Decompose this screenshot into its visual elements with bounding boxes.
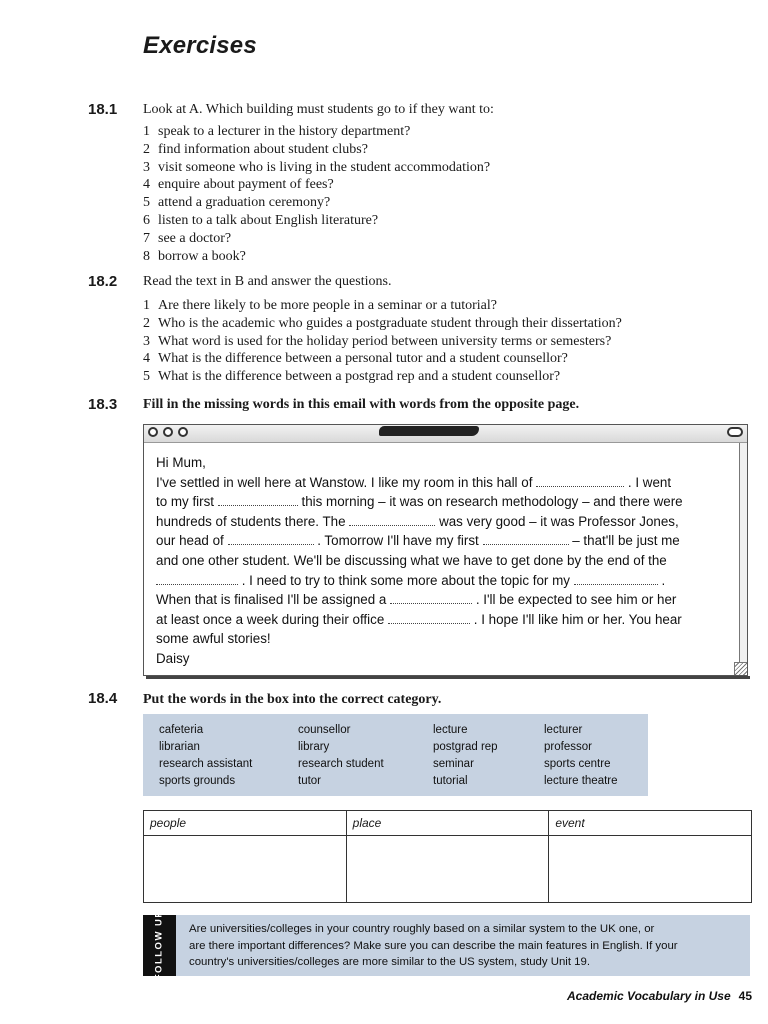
zoom-window-button[interactable]	[178, 427, 188, 437]
answer-cell[interactable]	[144, 836, 347, 903]
close-window-button[interactable]	[148, 427, 158, 437]
email-line: I've settled in well here at Wanstow. I like my room in this hall of . I went	[156, 474, 672, 490]
word-item: librarian	[159, 741, 200, 753]
question-item: 4 enquire about payment of fees?	[143, 177, 334, 193]
page-footer	[567, 989, 752, 1003]
word-box	[143, 714, 648, 796]
question-list	[143, 297, 622, 386]
question-list	[143, 123, 490, 265]
word-item: lecture theatre	[544, 775, 618, 787]
word-item: seminar	[433, 758, 474, 770]
question-item: 3 visit someone who is living in the student accommodation?	[143, 159, 491, 175]
exercise-number: 18.2	[88, 273, 118, 290]
answer-cell[interactable]	[549, 836, 752, 903]
word-item: tutorial	[433, 775, 468, 787]
category-table	[143, 810, 752, 903]
answer-blank[interactable]	[228, 533, 314, 545]
word-item: cafeteria	[159, 724, 204, 736]
page-title: Exercises	[143, 32, 257, 59]
question-item: 1 Are there likely to be more people in a seminar or a tutorial?	[143, 298, 497, 313]
email-line: to my first this morning – it was on research methodology – and there were	[156, 494, 683, 510]
email-line: hundreds of students there. The was very good – it was Professor Jones,	[156, 513, 679, 529]
answer-blank[interactable]	[574, 573, 658, 585]
exercise-number: 18.3	[88, 396, 118, 413]
word-item: library	[298, 741, 330, 753]
question-item: 8 borrow a book?	[143, 248, 246, 264]
question-item: 3 What word is used for the holiday period between university terms or semesters?	[143, 333, 612, 349]
answer-blank[interactable]	[483, 533, 569, 545]
word-item: postgrad rep	[433, 741, 498, 753]
exercise-instruction: Look at A. Which building must students go to if they want to:	[143, 102, 494, 117]
word-item: research assistant	[159, 758, 253, 770]
exercise-instruction: Fill in the missing words in this email with words from the opposite page.	[143, 397, 580, 412]
email-body	[156, 453, 741, 669]
question-item: 5 attend a graduation ceremony?	[143, 195, 331, 211]
title-smudge	[379, 426, 479, 436]
word-item: research student	[298, 758, 384, 770]
category-header: people	[144, 811, 347, 836]
email-line: When that is finalised I'll be assigned a . I'll be expected to see him or her	[156, 592, 677, 608]
minimize-window-button[interactable]	[163, 427, 173, 437]
exercise-instruction: Read the text in B and answer the questions.	[143, 274, 392, 289]
email-line: our head of . Tomorrow I'll have my first – that'll be just me	[156, 533, 680, 549]
word-item: tutor	[298, 775, 322, 787]
category-header: place	[346, 811, 549, 836]
question-item: 7 see a doctor?	[143, 230, 232, 246]
word-item: professor	[544, 741, 592, 753]
category-header: event	[549, 811, 752, 836]
question-item: 1 speak to a lecturer in the history department?	[143, 124, 411, 139]
exercise-number: 18.1	[88, 101, 118, 118]
word-item: lecturer	[544, 724, 583, 736]
follow-up-box	[143, 909, 750, 981]
window-titlebar	[144, 425, 747, 443]
question-item: 5 What is the difference between a postgrad rep and a student counsellor?	[143, 369, 561, 385]
exercise-number: 18.4	[88, 690, 118, 707]
question-item: 2 find information about student clubs?	[143, 141, 368, 157]
email-line: and one other student. We'll be discussing what we have to get done by the end of the	[156, 552, 667, 568]
word-item: lecture	[433, 724, 468, 736]
question-item: 6 listen to a talk about English literature?	[143, 212, 379, 228]
answer-blank[interactable]	[390, 592, 472, 604]
question-item: 2 Who is the academic who guides a postgraduate student through their dissertation?	[143, 315, 622, 331]
window-shadow	[146, 676, 750, 679]
follow-up-label: FOLLOW UP	[153, 909, 165, 981]
email-signature: Daisy	[156, 650, 190, 666]
email-greeting: Hi Mum,	[156, 455, 206, 470]
follow-up-tab	[143, 909, 176, 981]
word-item: sports grounds	[159, 775, 236, 787]
follow-up-text: Are universities/colleges in your country roughly based on a similar system to the UK one, or are there important differences? Make sure you can describe the main features in English. If your country's universities/colleges are more similar to the US system, study Unit 19.	[189, 923, 678, 968]
email-line: some awful stories!	[156, 631, 271, 647]
answer-cell[interactable]	[346, 836, 549, 903]
email-line: . I need to try to think some more about the topic for my .	[156, 571, 741, 591]
answer-blank[interactable]	[218, 494, 298, 506]
resize-handle-icon[interactable]	[734, 662, 747, 675]
answer-blank[interactable]	[388, 612, 470, 624]
book-title: Academic Vocabulary in Use	[567, 989, 731, 1003]
word-item: counsellor	[298, 724, 351, 736]
toolbar-toggle-button[interactable]	[727, 427, 743, 437]
exercise-instruction: Put the words in the box into the correct category.	[143, 692, 442, 707]
answer-blank[interactable]	[156, 573, 238, 585]
answer-blank[interactable]	[349, 514, 435, 526]
page-number: 45	[738, 989, 752, 1003]
question-item: 4 What is the difference between a personal tutor and a student counsellor?	[143, 351, 568, 367]
email-line: at least once a week during their office . I hope I'll like him or her. You hear	[156, 611, 682, 627]
window-scrollbar[interactable]	[739, 443, 747, 675]
word-item: sports centre	[544, 758, 611, 770]
answer-blank[interactable]	[536, 475, 624, 487]
email-window	[143, 424, 748, 676]
